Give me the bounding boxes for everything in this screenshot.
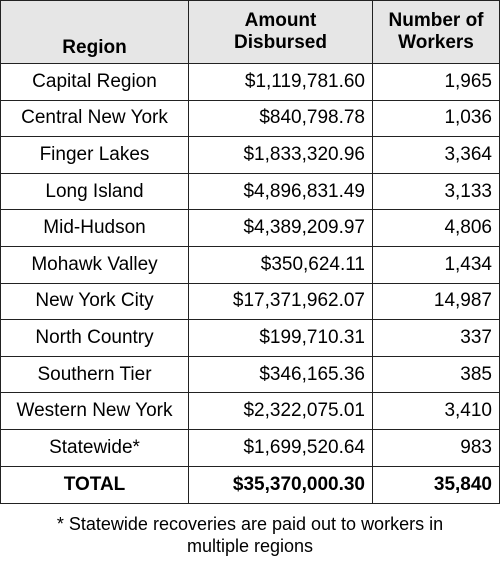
table-row (1, 320, 500, 357)
total-amount: $35,370,000.30 (189, 466, 373, 503)
table-row (1, 356, 500, 393)
header-amount-line2: Disbursed (234, 32, 327, 53)
workers-cell: 983 (373, 429, 500, 466)
header-workers-line2: Workers (398, 32, 474, 53)
table-row (1, 100, 500, 137)
table-row (1, 137, 500, 174)
amount-cell: $4,389,209.97 (189, 210, 373, 247)
workers-cell: 337 (373, 320, 500, 357)
region-cell: Long Island (1, 173, 189, 210)
workers-cell: 14,987 (373, 283, 500, 320)
amount-cell: $346,165.36 (189, 356, 373, 393)
total-label: TOTAL (1, 466, 189, 503)
region-cell: Western New York (1, 393, 189, 430)
table-header (1, 1, 500, 64)
header-number-of-workers (373, 1, 500, 64)
region-cell: North Country (1, 320, 189, 357)
header-region-label: Region (62, 37, 127, 58)
table-row (1, 283, 500, 320)
total-row (1, 466, 500, 503)
total-workers: 35,840 (373, 466, 500, 503)
amount-cell: $1,699,520.64 (189, 429, 373, 466)
header-amount-disbursed (189, 1, 373, 64)
header-amount-line1: Amount (244, 10, 317, 31)
region-cell: New York City (1, 283, 189, 320)
table-footer (1, 466, 500, 503)
region-cell: Statewide* (1, 429, 189, 466)
workers-cell: 1,965 (373, 64, 500, 101)
region-cell: Finger Lakes (1, 137, 189, 174)
amount-cell: $1,119,781.60 (189, 64, 373, 101)
table-row (1, 64, 500, 101)
region-cell: Southern Tier (1, 356, 189, 393)
workers-cell: 3,133 (373, 173, 500, 210)
amount-cell: $199,710.31 (189, 320, 373, 357)
workers-cell: 3,410 (373, 393, 500, 430)
table-body (1, 64, 500, 467)
workers-cell: 1,434 (373, 246, 500, 283)
table-row (1, 429, 500, 466)
workers-cell: 4,806 (373, 210, 500, 247)
table-row (1, 393, 500, 430)
header-workers-line1: Number of (388, 10, 484, 31)
amount-cell: $2,322,075.01 (189, 393, 373, 430)
workers-cell: 1,036 (373, 100, 500, 137)
region-cell: Mid-Hudson (1, 210, 189, 247)
header-row (1, 1, 500, 64)
region-cell: Mohawk Valley (1, 246, 189, 283)
table-row (1, 246, 500, 283)
workers-cell: 385 (373, 356, 500, 393)
footnote (0, 513, 500, 557)
table-row (1, 210, 500, 247)
footnote-line2: multiple regions (186, 536, 314, 556)
amount-cell: $840,798.78 (189, 100, 373, 137)
workers-cell: 3,364 (373, 137, 500, 174)
amount-cell: $4,896,831.49 (189, 173, 373, 210)
region-cell: Capital Region (1, 64, 189, 101)
region-cell: Central New York (1, 100, 189, 137)
table-row (1, 173, 500, 210)
footnote-line1: * Statewide recoveries are paid out to workers in (56, 514, 444, 534)
amount-cell: $17,371,962.07 (189, 283, 373, 320)
amount-cell: $350,624.11 (189, 246, 373, 283)
amount-cell: $1,833,320.96 (189, 137, 373, 174)
header-region (1, 1, 189, 64)
